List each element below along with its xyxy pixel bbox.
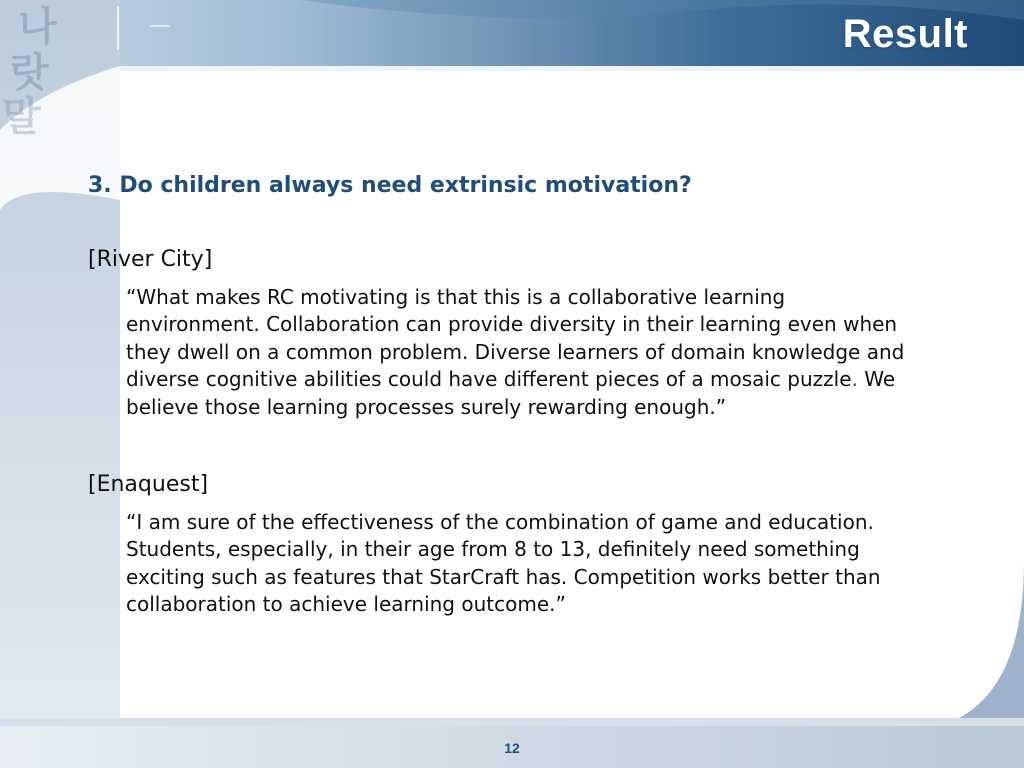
section-label-river-city: [River City] — [88, 247, 213, 272]
watermark-glyph: 말 — [2, 94, 41, 140]
slide-content — [88, 168, 918, 619]
watermark-glyph: 랏 — [10, 50, 49, 96]
quote-text: “What makes RC motivating is that this is a collaborative learning environment. Collaboration can provide diversity in their learning even when they dwell on a common problem. Diverse learners of domain knowledge and diverse cognitive abilities could have different pieces of a mosaic puzzle — [126, 285, 905, 392]
quote-enaquest: “I am sure of the effectiveness of the combination of game and education. Students, especially, in their age from 8 to 13, definitely need something exciting such as features that StarCraft has. Competition works better than collaboration to achieve learning outcome.” — [126, 510, 881, 617]
quote-accent-period: . — [851, 367, 858, 392]
page-number: 12 — [504, 740, 520, 756]
quote-river-city — [126, 284, 918, 421]
section-label-enaquest: [Enaquest] — [88, 472, 209, 498]
quote-text: We believe those learning processes surely rewarding enough.” — [126, 367, 896, 419]
watermark-glyph: 나 — [18, 4, 57, 50]
question-heading: 3. Do children always need extrinsic motivation? — [88, 173, 692, 198]
slide-title: Result — [842, 12, 968, 56]
